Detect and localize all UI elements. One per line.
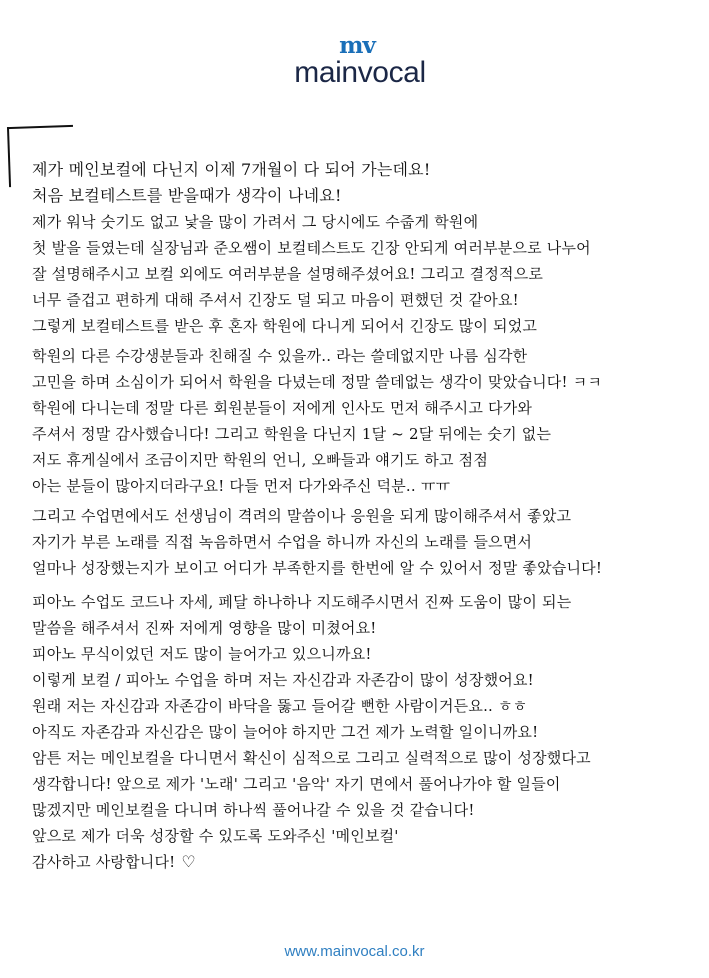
letter-line: 주셔서 정말 감사했습니다! 그리고 학원을 다닌지 1달 ~ 2달 뒤에는 숫기 없는 [32, 425, 552, 443]
letter-line: 이렇게 보컬 / 피아노 수업을 하며 저는 자신감과 자존감이 많이 성장했어요! [32, 671, 534, 689]
heart-icon: ♡ [181, 852, 196, 871]
letter-line: 아는 분들이 많아지더라구요! 다들 먼저 다가와주신 덕분.. ㅠㅠ [32, 477, 451, 495]
letter-last-text: 감사하고 사랑합니다! [32, 853, 176, 871]
letter-line: 생각합니다! 앞으로 제가 '노래' 그리고 '음악' 자기 면에서 풀어나가야 할 일들이 [32, 775, 561, 793]
letter-line: 제가 워낙 숫기도 없고 낯을 많이 가려서 그 당시에도 수줍게 학원에 [32, 213, 479, 231]
brand-logo-text: mainvocal [294, 56, 426, 89]
brand-logo-mark: mv [339, 31, 375, 59]
letter-line: 그렇게 보컬테스트를 받은 후 혼자 학원에 다니게 되어서 긴장도 많이 되었고 [32, 317, 538, 335]
letter-line: 첫 발을 들였는데 실장님과 준오쌤이 보컬테스트도 긴장 안되게 여러부분으로 나누어 [32, 239, 591, 257]
letter-line: 아직도 자존감과 자신감은 많이 늘어야 하지만 그건 제가 노력할 일이니까요! [32, 723, 539, 741]
header [0, 0, 709, 110]
letter-line: 제가 메인보컬에 다닌지 이제 7개월이 다 되어 가는데요! [32, 160, 431, 179]
handwritten-letter [32, 160, 692, 870]
letter-line: 피아노 수업도 코드나 자세, 페달 하나하나 지도해주시면서 진짜 도움이 많이 되는 [32, 593, 572, 611]
letter-line: 자기가 부른 노래를 직접 녹음하면서 수업을 하니까 자신의 노래를 들으면서 [32, 533, 533, 551]
letter-line: 학원의 다른 수강생분들과 친해질 수 있을까.. 라는 쓸데없지만 나름 심각한 [32, 347, 528, 365]
letter-line-last [32, 852, 196, 872]
letter-line: 학원에 다니는데 정말 다른 회원분들이 저에게 인사도 먼저 해주시고 다가와 [32, 399, 533, 417]
letter-line: 저도 휴게실에서 조금이지만 학원의 언니, 오빠들과 얘기도 하고 점점 [32, 451, 489, 469]
letter-line: 처음 보컬테스트를 받을때가 생각이 나네요! [32, 186, 342, 205]
website-url[interactable]: www.mainvocal.co.kr [284, 943, 425, 960]
letter-line: 원래 저는 자신감과 자존감이 바닥을 뚫고 들어갈 뻔한 사람이거든요.. ㅎㅎ [32, 697, 528, 715]
letter-line: 잘 설명해주시고 보컬 외에도 여러부분을 설명해주셨어요! 그리고 결정적으로 [32, 265, 544, 283]
letter-line: 암튼 저는 메인보컬을 다니면서 확신이 심적으로 그리고 실력적으로 많이 성장했다고 [32, 749, 591, 767]
letter-line: 피아노 무식이었던 저도 많이 늘어가고 있으니까요! [32, 645, 372, 663]
letter-line: 얼마나 성장했는지가 보이고 어디가 부족한지를 한번에 알 수 있어서 정말 좋았습니다! [32, 559, 603, 577]
letter-line: 많겠지만 메인보컬을 다니며 하나씩 풀어나갈 수 있을 것 같습니다! [32, 801, 475, 819]
letter-line: 너무 즐겁고 편하게 대해 주셔서 긴장도 덜 되고 마음이 편했던 것 같아요! [32, 291, 519, 309]
letter-line: 고민을 하며 소심이가 되어서 학원을 다녔는데 정말 쓸데없는 생각이 맞았습니다! ㅋㅋ [32, 373, 603, 391]
letter-line: 말씀을 해주셔서 진짜 저에게 영향을 많이 미쳤어요! [32, 619, 377, 637]
letter-line: 앞으로 제가 더욱 성장할 수 있도록 도와주신 '메인보컬' [32, 827, 399, 845]
letter-line: 그리고 수업면에서도 선생님이 격려의 말씀이나 응원을 되게 많이해주셔서 좋았고 [32, 507, 572, 525]
